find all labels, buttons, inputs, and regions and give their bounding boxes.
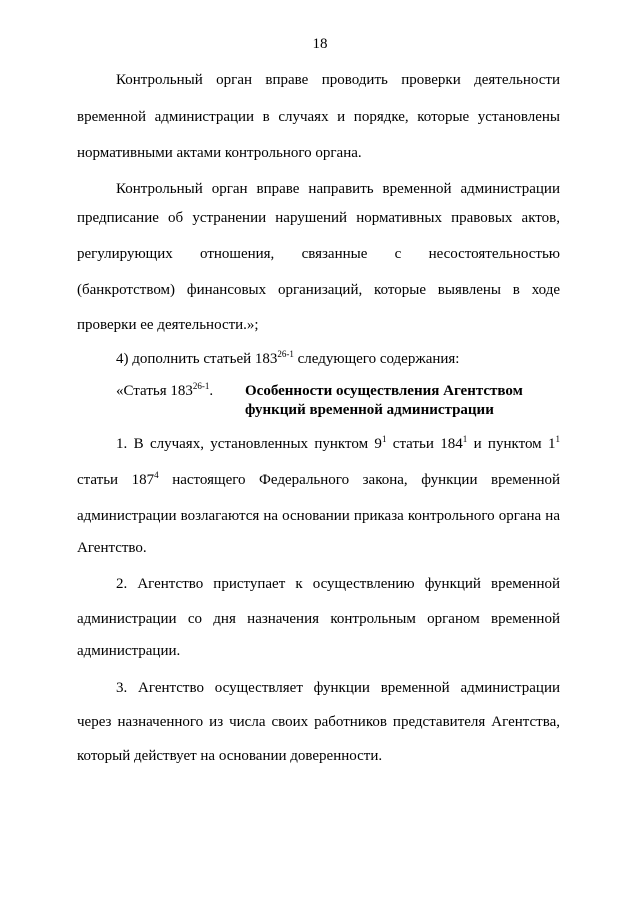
item1-line-1 <box>116 435 560 453</box>
item1-text-b: статьи 184 <box>386 436 463 452</box>
p1-line-1: Контрольный орган вправе проводить проверки деятельности <box>116 72 560 88</box>
item1-line2-sup: 4 <box>154 470 159 480</box>
amendment-text: 4) дополнить статьей 183 <box>116 351 278 367</box>
p2-line-5: проверки ее деятельности.»; <box>77 317 259 333</box>
article-title-line-2: функций временной администрации <box>245 402 494 418</box>
item1-sup-3: 1 <box>555 434 560 444</box>
p1-line-3: нормативными актами контрольного органа. <box>77 145 362 161</box>
article-title-line-1: Особенности осуществления Агентством <box>245 383 523 399</box>
item1-sup-2: 1 <box>462 434 468 444</box>
item2-line-3: администрации. <box>77 643 181 659</box>
article-prefix: «Статья 183 <box>116 383 193 399</box>
item2-line-2: администрации со дня назначения контрольным органом временной <box>77 611 560 627</box>
article-title <box>245 382 523 420</box>
item1-line2-a: статьи 187 <box>77 472 155 488</box>
article-label <box>116 382 213 401</box>
p2-line-3: регулирующих отношения, связанные с несостоятельностью <box>77 246 560 262</box>
p1-line-2: временной администрации в случаях и порядке, которые установлены <box>77 109 560 125</box>
page-number: 18 <box>312 36 328 52</box>
item1-line-4: Агентство. <box>77 540 147 556</box>
item1-sup-1: 1 <box>381 434 387 444</box>
amendment-article-sup: 26-1 <box>277 349 294 359</box>
article-number-sup: 26-1 <box>192 381 210 391</box>
p2-line-2: предписание об устранении нарушений нормативных правовых актов, <box>77 210 560 226</box>
item3-line-3: который действует на основании доверенности. <box>77 748 383 764</box>
p2-line-4: (банкротством) финансовых организаций, которые выявлены в ходе <box>77 282 560 298</box>
item3-line-2: через назначенного из числа своих работников представителя Агентства, <box>77 714 560 730</box>
amendment-instruction <box>116 350 560 368</box>
article-dot: . <box>209 383 214 399</box>
item3-line-1: 3. Агентство осуществляет функции временной администрации <box>116 680 560 696</box>
item1-line-3: администрации возлагаются на основании приказа контрольного органа на <box>77 508 560 524</box>
item1-text-c: и пунктом 1 <box>467 436 556 452</box>
item1-line-2 <box>77 471 560 489</box>
p2-line-1: Контрольный орган вправе направить временной администрации <box>116 181 560 197</box>
item2-line-1: 2. Агентство приступает к осуществлению функций временной <box>116 576 560 592</box>
item1-text-a: 1. В случаях, установленных пунктом 9 <box>116 436 382 452</box>
amendment-text-end: следующего содержания: <box>293 351 460 367</box>
item1-line2-b: настоящего Федерального закона, функции временной <box>158 472 560 488</box>
